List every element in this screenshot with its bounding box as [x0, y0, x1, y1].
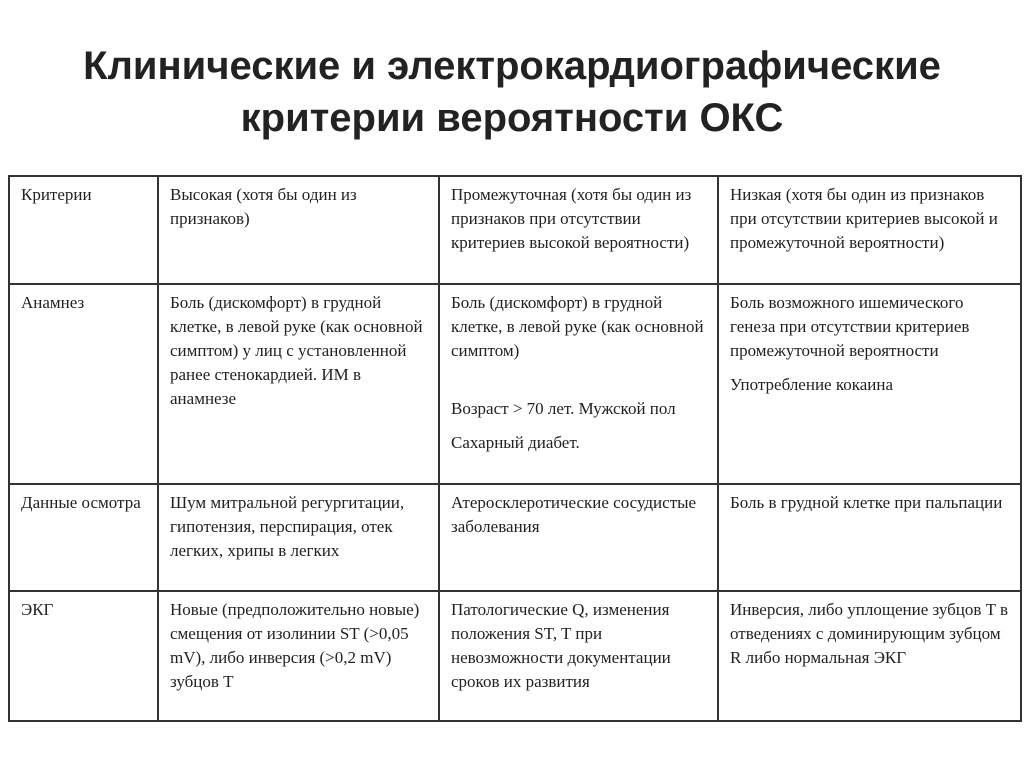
paragraph: Сахарный диабет.	[451, 433, 580, 452]
paragraph: Употребление кокаина	[730, 375, 894, 394]
table-row	[9, 591, 1021, 721]
paragraph: Боль (дискомфорт) в грудной клетке, в левой руке (как основной симптом)	[451, 293, 704, 360]
cell-low: Боль в грудной клетке при пальпации	[718, 484, 1021, 591]
title-line-2: критерии вероятности ОКС	[240, 96, 784, 140]
cell-low: Инверсия, либо уплощение зубцов T в отведениях с доминирующим зубцом R либо нормальная ЭКГ	[718, 591, 1021, 721]
cell-low	[718, 284, 1021, 484]
table-header-row	[9, 176, 1021, 284]
row-label: Анамнез	[9, 284, 158, 484]
table-row	[9, 284, 1021, 484]
row-label: ЭКГ	[9, 591, 158, 721]
slide-title	[0, 40, 1024, 144]
cell-high: Боль (дискомфорт) в грудной клетке, в левой руке (как основной симптом) у лиц с установленной ранее стенокардией. ИМ в анамнезе	[158, 284, 439, 484]
table-row	[9, 484, 1021, 591]
cell-intermediate	[439, 284, 718, 484]
cell-intermediate: Патологические Q, изменения положения ST, T при невозможности документации сроков их развития	[439, 591, 718, 721]
paragraph: Возраст > 70 лет. Мужской пол	[451, 399, 676, 418]
row-label: Данные осмотра	[9, 484, 158, 591]
paragraph: Боль возможного ишемического генеза при отсутствии критериев промежуточной вероятности	[730, 293, 970, 360]
title-line-1: Клинические и электрокардиографические	[83, 44, 941, 88]
header-cell-low: Низкая (хотя бы один из признаков при отсутствии критериев высокой и промежуточной вероятности)	[718, 176, 1021, 284]
cell-high: Шум митральной регургитации, гипотензия, перспирация, отек легких, хрипы в легких	[158, 484, 439, 591]
cell-high: Новые (предположительно новые) смещения от изолинии ST (>0,05 mV), либо инверсия (>0,2 mV) зубцов T	[158, 591, 439, 721]
header-cell-intermediate: Промежуточная (хотя бы один из признаков при отсутствии критериев высокой вероятности)	[439, 176, 718, 284]
cell-intermediate: Атеросклеротические сосудистые заболевания	[439, 484, 718, 591]
header-cell-high: Высокая (хотя бы один из признаков)	[158, 176, 439, 284]
header-cell-criteria: Критерии	[9, 176, 158, 284]
criteria-table	[8, 175, 1022, 722]
